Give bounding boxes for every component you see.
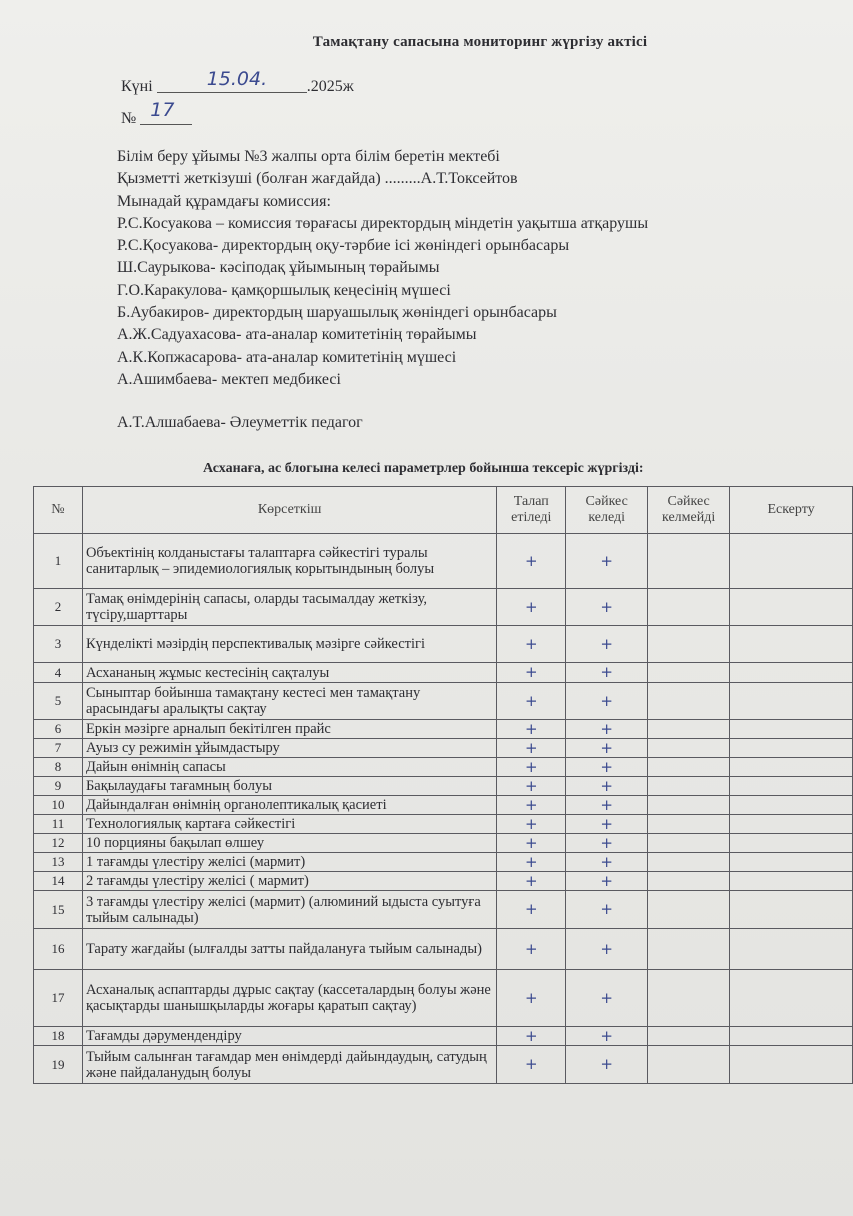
row-complies-mark	[566, 796, 648, 815]
table-row	[34, 589, 853, 626]
year-suffix: .2025ж	[306, 78, 354, 95]
row-required-mark	[497, 970, 566, 1027]
row-complies-mark	[566, 758, 648, 777]
table-row	[34, 720, 853, 739]
row-note	[730, 589, 853, 626]
row-indicator: 10 порцияны бақылап өлшеу	[82, 834, 496, 853]
handwritten-plus-mark: +	[600, 900, 613, 918]
handwritten-plus-mark: +	[524, 1026, 538, 1045]
document-title: Тамақтану сапасына мониторинг жүргізу актісі	[312, 34, 648, 50]
info-line: Қызметті жеткізуші (болған жағдайда) .........А.Т.Токсейтов	[117, 170, 518, 188]
row-complies-mark	[566, 815, 648, 834]
table-row	[34, 534, 853, 589]
handwritten-plus-mark: +	[600, 988, 613, 1007]
info-line: Р.С.Косуакова – комиссия төрағасы директордың міндетін уақытша атқарушы	[117, 214, 649, 232]
handwritten-plus-mark: +	[600, 738, 613, 757]
row-number: 1	[34, 534, 83, 589]
table-row	[34, 796, 853, 815]
row-note	[730, 1027, 853, 1046]
header-not-complies: Сәйкес келмейді	[648, 487, 730, 534]
handwritten-plus-mark: +	[600, 939, 613, 958]
row-not-complies	[648, 815, 730, 834]
row-indicator: Тыйым салынған тағамдар мен өнімдерді дайындаудың, сатудың және пайдаланудың болуы	[82, 1046, 496, 1084]
row-indicator: 3 тағамды үлестіру желісі (мармит) (алюминий ыдыста суытуға тыйым салынады)	[82, 891, 496, 929]
row-required-mark	[497, 777, 566, 796]
row-number: 6	[34, 720, 83, 739]
row-not-complies	[648, 683, 730, 720]
row-not-complies	[648, 663, 730, 683]
info-line: А.Ашимбаева- мектеп медбикесі	[117, 370, 341, 388]
row-note	[730, 683, 853, 720]
row-indicator: Асхананың жұмыс кестесінің сақталуы	[82, 663, 496, 683]
row-not-complies	[648, 758, 730, 777]
handwritten-plus-mark: +	[600, 795, 613, 814]
row-note	[730, 853, 853, 872]
row-not-complies	[648, 739, 730, 758]
handwritten-plus-mark: +	[600, 719, 613, 738]
row-not-complies	[648, 929, 730, 970]
row-required-mark	[497, 796, 566, 815]
info-line: Б.Аубакиров- директордың шаруашылық жөніндегі орынбасары	[117, 304, 557, 322]
row-complies-mark	[566, 534, 648, 589]
date-handwritten: 15.04.	[206, 68, 268, 90]
row-complies-mark	[566, 834, 648, 853]
row-number: 9	[34, 777, 83, 796]
row-complies-mark	[566, 929, 648, 970]
row-indicator: Объектінің колданыстағы талаптарға сәйкестігі туралы санитарлық – эпидемиологиялық корытындының болуы	[82, 534, 496, 589]
row-required-mark	[497, 720, 566, 739]
table-row	[34, 929, 853, 970]
row-required-mark	[497, 891, 566, 929]
row-complies-mark	[566, 853, 648, 872]
handwritten-plus-mark: +	[600, 634, 613, 653]
handwritten-plus-mark: +	[524, 663, 538, 681]
header-required: Талап етіледі	[497, 487, 566, 534]
row-not-complies	[648, 1027, 730, 1046]
row-indicator: Ауыз су режимін ұйымдастыру	[82, 739, 496, 758]
row-note	[730, 777, 853, 796]
row-not-complies	[648, 796, 730, 815]
handwritten-plus-mark: +	[600, 814, 613, 833]
row-not-complies	[648, 834, 730, 853]
row-complies-mark	[566, 720, 648, 739]
table-body	[34, 534, 853, 1084]
header-note: Ескерту	[730, 487, 853, 534]
row-indicator: Күнделікті мәзірдің перспективалық мәзірге сәйкестігі	[82, 626, 496, 663]
commission-info	[117, 146, 648, 435]
header-complies: Сәйкес келеді	[566, 487, 648, 534]
row-note	[730, 1046, 853, 1084]
row-not-complies	[648, 970, 730, 1027]
row-complies-mark	[566, 663, 648, 683]
row-number: 12	[34, 834, 83, 853]
row-not-complies	[648, 1046, 730, 1084]
row-number: 7	[34, 739, 83, 758]
handwritten-plus-mark: +	[600, 871, 613, 890]
row-note	[730, 834, 853, 853]
row-note	[730, 663, 853, 683]
handwritten-plus-mark: +	[524, 757, 538, 776]
row-number: 2	[34, 589, 83, 626]
number-handwritten: 17	[150, 99, 175, 121]
row-required-mark	[497, 758, 566, 777]
handwritten-plus-mark: +	[524, 900, 538, 918]
row-number: 5	[34, 683, 83, 720]
handwritten-plus-mark: +	[524, 988, 538, 1007]
row-indicator: Технологиялық картаға сәйкестігі	[82, 815, 496, 834]
table-header-row	[34, 487, 853, 534]
row-number: 11	[34, 815, 83, 834]
row-not-complies	[648, 777, 730, 796]
header-num: №	[34, 487, 83, 534]
handwritten-plus-mark: +	[524, 719, 538, 738]
row-note	[730, 626, 853, 663]
row-note	[730, 720, 853, 739]
table-row	[34, 1027, 853, 1046]
number-line	[121, 99, 192, 128]
inspection-table	[33, 486, 853, 1084]
row-number: 10	[34, 796, 83, 815]
table-subtitle: Асханаға, ас блогына келесі параметрлер бойынша тексеріс жүргізді:	[203, 461, 644, 476]
row-indicator: 1 тағамды үлестіру желісі (мармит)	[82, 853, 496, 872]
table-row	[34, 777, 853, 796]
row-note	[730, 796, 853, 815]
handwritten-plus-mark: +	[600, 1055, 613, 1073]
row-not-complies	[648, 534, 730, 589]
info-line: Г.О.Каракулова- қамқоршылық кеңесінің мүшесі	[117, 281, 451, 299]
row-indicator: Дайын өнімнің сапасы	[82, 758, 496, 777]
handwritten-plus-mark: +	[600, 691, 613, 710]
row-required-mark	[497, 1046, 566, 1084]
handwritten-plus-mark: +	[524, 852, 538, 871]
table-row	[34, 815, 853, 834]
row-number: 3	[34, 626, 83, 663]
handwritten-plus-mark: +	[524, 776, 538, 795]
row-complies-mark	[566, 970, 648, 1027]
handwritten-plus-mark: +	[524, 795, 538, 814]
row-complies-mark	[566, 626, 648, 663]
row-complies-mark	[566, 1046, 648, 1084]
row-required-mark	[497, 589, 566, 626]
info-line: А.Т.Алшабаева- Әлеуметтік педагог	[117, 414, 363, 432]
number-label: №	[121, 110, 137, 127]
handwritten-plus-mark: +	[524, 871, 538, 890]
table-row	[34, 891, 853, 929]
table-row	[34, 872, 853, 891]
row-number: 13	[34, 853, 83, 872]
row-required-mark	[497, 834, 566, 853]
row-note	[730, 758, 853, 777]
row-not-complies	[648, 853, 730, 872]
row-required-mark	[497, 626, 566, 663]
row-indicator: 2 тағамды үлестіру желісі ( мармит)	[82, 872, 496, 891]
row-indicator: Тағамды дәрумендендіру	[82, 1027, 496, 1046]
info-line: А.К.Копжасарова- ата-аналар комитетінің мүшесі	[117, 348, 457, 366]
row-required-mark	[497, 683, 566, 720]
row-note	[730, 739, 853, 758]
row-note	[730, 815, 853, 834]
row-indicator: Дайындалған өнімнің органолептикалық қасиеті	[82, 796, 496, 815]
row-note	[730, 929, 853, 970]
row-indicator: Асханалық аспаптарды дұрыс сақтау (кассеталардың болуы және қасықтарды шанышқыларды жоғары қаратып сақтау)	[82, 970, 496, 1027]
row-note	[730, 891, 853, 929]
table-row	[34, 834, 853, 853]
row-not-complies	[648, 589, 730, 626]
row-indicator: Тарату жағдайы (ылғалды затты пайдалануға тыйым салынады)	[82, 929, 496, 970]
row-required-mark	[497, 1027, 566, 1046]
row-complies-mark	[566, 777, 648, 796]
table-row	[34, 758, 853, 777]
row-required-mark	[497, 815, 566, 834]
info-line: Мынадай құрамдағы комиссия:	[117, 192, 331, 210]
row-number: 4	[34, 663, 83, 683]
info-line: Білім беру ұйымы №3 жалпы орта білім беретін мектебі	[117, 148, 500, 165]
date-field	[157, 68, 307, 93]
row-required-mark	[497, 929, 566, 970]
row-required-mark	[497, 872, 566, 891]
row-required-mark	[497, 853, 566, 872]
row-note	[730, 534, 853, 589]
row-complies-mark	[566, 872, 648, 891]
row-number: 17	[34, 970, 83, 1027]
handwritten-plus-mark: +	[600, 597, 613, 616]
handwritten-plus-mark: +	[524, 833, 538, 852]
table-row	[34, 853, 853, 872]
handwritten-plus-mark: +	[600, 757, 613, 776]
row-indicator: Сыныптар бойынша тамақтану кестесі мен тамақтану арасындағы аралықты сақтау	[82, 683, 496, 720]
handwritten-plus-mark: +	[524, 1055, 538, 1073]
handwritten-plus-mark: +	[600, 776, 613, 795]
row-required-mark	[497, 739, 566, 758]
row-note	[730, 872, 853, 891]
row-complies-mark	[566, 589, 648, 626]
header-indicator: Көрсеткіш	[82, 487, 496, 534]
row-indicator: Бақылаудағы тағамның болуы	[82, 777, 496, 796]
row-required-mark	[497, 534, 566, 589]
row-complies-mark	[566, 1027, 648, 1046]
row-complies-mark	[566, 683, 648, 720]
row-complies-mark	[566, 739, 648, 758]
handwritten-plus-mark: +	[524, 551, 538, 570]
handwritten-plus-mark: +	[600, 663, 613, 681]
row-indicator: Тамақ өнімдерінің сапасы, оларды тасымалдау жеткізу, түсіру,шарттары	[82, 589, 496, 626]
row-number: 16	[34, 929, 83, 970]
row-number: 19	[34, 1046, 83, 1084]
table-row	[34, 663, 853, 683]
info-line: Ш.Саурыкова- кәсіподақ ұйымының төрайымы	[117, 259, 440, 277]
row-note	[730, 970, 853, 1027]
row-not-complies	[648, 891, 730, 929]
table-row	[34, 739, 853, 758]
handwritten-plus-mark: +	[524, 939, 538, 958]
handwritten-plus-mark: +	[600, 551, 613, 570]
info-line: Р.С.Қосуакова- директордың оқу-тәрбие ісі жөніндегі орынбасары	[117, 237, 570, 255]
handwritten-plus-mark: +	[524, 691, 538, 710]
row-not-complies	[648, 872, 730, 891]
row-number: 14	[34, 872, 83, 891]
handwritten-plus-mark: +	[524, 597, 538, 616]
table-row	[34, 626, 853, 663]
row-not-complies	[648, 720, 730, 739]
row-indicator: Еркін мәзірге арналып бекітілген прайс	[82, 720, 496, 739]
row-required-mark	[497, 663, 566, 683]
number-field	[140, 99, 192, 125]
row-number: 8	[34, 758, 83, 777]
info-line: А.Ж.Садуахасова- ата-аналар комитетінің төрайымы	[117, 326, 477, 344]
handwritten-plus-mark: +	[524, 814, 538, 833]
date-line	[121, 68, 354, 96]
row-not-complies	[648, 626, 730, 663]
handwritten-plus-mark: +	[600, 1026, 613, 1045]
row-complies-mark	[566, 891, 648, 929]
handwritten-plus-mark: +	[600, 852, 613, 871]
table-row	[34, 970, 853, 1027]
table-row	[34, 1046, 853, 1084]
row-number: 18	[34, 1027, 83, 1046]
handwritten-plus-mark: +	[524, 738, 538, 757]
handwritten-plus-mark: +	[524, 634, 538, 653]
handwritten-plus-mark: +	[600, 833, 613, 852]
day-label: Күні	[121, 78, 153, 95]
row-number: 15	[34, 891, 83, 929]
table-row	[34, 683, 853, 720]
